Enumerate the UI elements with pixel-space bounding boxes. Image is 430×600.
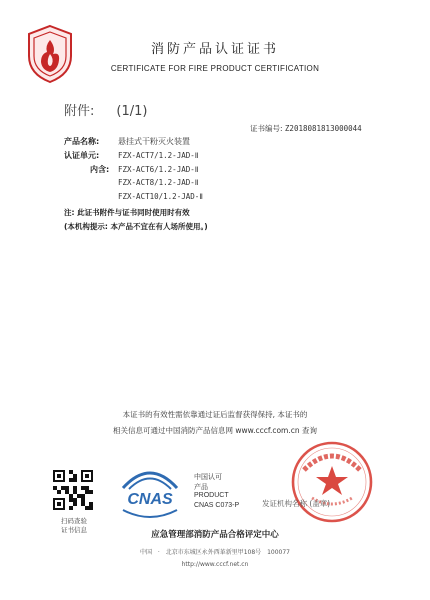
certificate-number-value: Z2018081813000044: [284, 124, 362, 133]
certificate-title-cn: 消防产品认证证书: [150, 42, 279, 57]
organization-address: 中国 · 北京市东城区永外西革新里甲108号 100077: [140, 549, 290, 556]
certificate-number: [250, 123, 362, 134]
certificate-number-label: 证书编号:: [250, 124, 283, 133]
organization-website: http://www.cccf.net.cn: [181, 561, 249, 568]
cnas-text-line4: CNAS C073-P: [194, 502, 240, 509]
cnas-text-line1: 中国认可: [194, 474, 222, 481]
model-item: FZX-ACT6/1.2-JAD-Ⅱ: [118, 165, 199, 174]
qr-caption-line1: 扫码查验: [61, 517, 87, 525]
cnas-text-line3: PRODUCT: [194, 492, 229, 499]
product-name-value: 悬挂式干粉灭火装置: [118, 137, 190, 146]
note-validity: 注: 此证书附件与证书同时使用时有效: [64, 208, 190, 217]
qr-code: [53, 470, 93, 510]
cnas-text-line2: 产品: [194, 484, 208, 491]
official-red-seal: [290, 440, 374, 524]
qr-caption-line2: 证书信息: [61, 526, 87, 534]
cnas-logo-text: CNAS: [127, 491, 173, 508]
product-name-label: 产品名称:: [64, 137, 100, 146]
includes-row: [90, 164, 198, 175]
attachment-heading: [64, 100, 147, 119]
stamp-overlay-text: 发证机构名称 (盖章): [262, 499, 331, 508]
issuing-organization: 应急管理部消防产品合格评定中心: [151, 530, 279, 540]
model-item: FZX-ACT8/1.2-JAD-Ⅱ: [118, 178, 199, 187]
certificate-title-en: CERTIFICATE FOR FIRE PRODUCT CERTIFICATION: [110, 64, 320, 73]
validity-text-line1: 本证书的有效性需依靠通过证后监督获得保持, 本证书的: [122, 410, 308, 419]
attachment-label: 附件:: [64, 104, 95, 119]
cert-unit-row: [64, 150, 198, 161]
product-name-row: [64, 136, 190, 147]
includes-label: 内含:: [90, 165, 110, 174]
cert-unit-label: 认证单元:: [64, 151, 100, 160]
cnas-logo: [117, 462, 183, 524]
model-item: FZX-ACT7/1.2-JAD-Ⅱ: [118, 151, 199, 160]
model-item: FZX-ACT10/1.2-JAD-Ⅱ: [118, 192, 203, 201]
validity-text-line2: 相关信息可通过中国消防产品信息网 www.cccf.com.cn 查询: [113, 426, 317, 435]
attachment-page: (1/1): [116, 104, 148, 119]
note-usage-warning: (本机构提示: 本产品不宜在有人场所使用。): [64, 222, 208, 231]
